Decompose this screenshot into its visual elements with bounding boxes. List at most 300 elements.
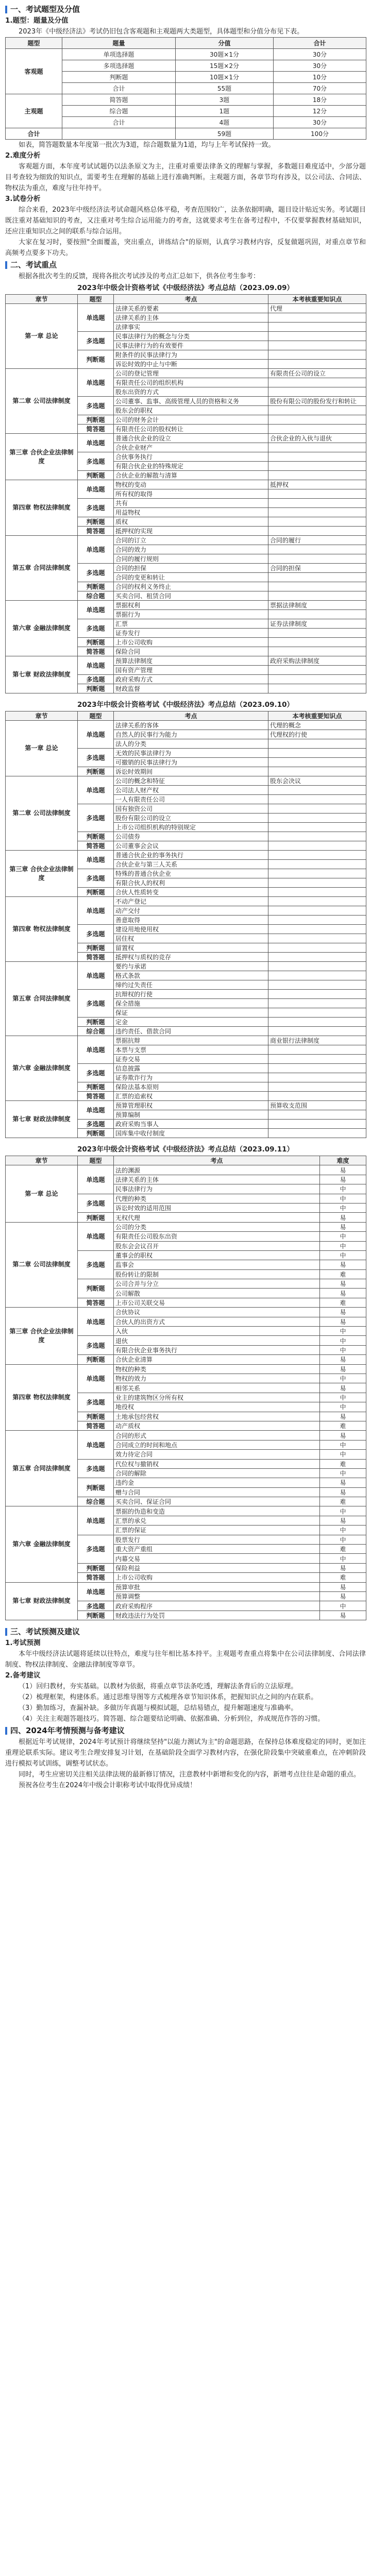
key-point-cell	[268, 341, 366, 350]
question-type-cell: 单选题	[78, 369, 114, 397]
question-type-cell: 单选题	[78, 536, 114, 564]
key-point-cell: 预算收支范围	[268, 1101, 366, 1110]
question-type-cell: 判断题	[78, 582, 114, 591]
paragraph: 同时，考生应密切关注相关法律法规的最新修订情况，注意教材中新增和变化的内容，新增考点往往是命题的重点。	[19, 1771, 361, 1779]
table-row	[6, 601, 366, 610]
exam-point-cell: 民事法律行为的有效要件	[114, 341, 268, 350]
key-point-cell	[268, 545, 366, 554]
exam-point-cell: 附条件的民事法律行为	[114, 350, 268, 360]
key-point-cell	[268, 360, 366, 369]
exam-point-cell: 诉讼时效期间	[114, 767, 268, 776]
exam-point-cell: 股份有限公司的设立	[114, 814, 268, 823]
exam-point-cell: 一人有限责任公司	[114, 795, 268, 804]
exam-point-cell: 合同的履行规则	[114, 554, 268, 564]
exam-point-cell: 董事会的职权	[114, 1250, 320, 1260]
exam-point-cell: 法律关系的客体	[114, 721, 268, 730]
exam-point-cell: 善意取得	[114, 916, 268, 925]
question-type-cell: 综合题	[78, 591, 114, 601]
question-type-cell: 判断题	[78, 638, 114, 647]
exam-point-cell: 代位权与撤销权	[114, 1459, 320, 1468]
exam-point-cell: 有限合伙企业的特殊规定	[114, 462, 268, 471]
question-type-cell: 单选题	[78, 1582, 114, 1601]
column-header: 考点	[114, 295, 268, 304]
question-type-cell: 判断题	[78, 767, 114, 776]
exam-point-cell: 缔约过失责任	[114, 980, 268, 990]
key-point-cell	[268, 1073, 366, 1082]
key-point-cell	[268, 906, 366, 916]
exam-point-cell: 票据的伪造和变造	[114, 1506, 320, 1516]
key-point-cell	[268, 804, 366, 814]
category-cell: 客观题	[6, 49, 62, 94]
key-point-cell: 股份有限公司的股份发行和转让	[268, 397, 366, 406]
question-type-cell: 多选题	[78, 452, 114, 471]
key-point-cell	[268, 1064, 366, 1073]
key-point-cell	[268, 795, 366, 804]
exam-point-cell: 普通合伙企业的事务执行	[114, 851, 268, 860]
question-type-cell: 判断题	[78, 1018, 114, 1027]
question-type-cell: 单选题	[78, 1506, 114, 1535]
key-point-cell: 中	[320, 1535, 366, 1544]
exam-point-cell: 上市公司关联交易	[114, 1298, 320, 1307]
exam-point-cell: 有限合伙人的权利	[114, 878, 268, 888]
subsection-title: 2.难度分析	[5, 151, 41, 160]
chapter-cell: 第五章 合同法律制度	[6, 1431, 78, 1506]
exam-point-cell: 内幕交易	[114, 1554, 320, 1563]
key-point-cell: 有限责任公司的设立	[268, 369, 366, 378]
question-type-cell: 多选题	[78, 1120, 114, 1129]
chapter-cell: 第三章 合伙企业法律制度	[6, 851, 78, 897]
key-point-cell	[268, 443, 366, 452]
column-header: 题型	[78, 295, 114, 304]
exam-point-cell: 合伙人性质转变	[114, 888, 268, 897]
exam-point-cell: 赠与合同	[114, 1487, 320, 1497]
exam-point-cell: 国有独资公司	[114, 804, 268, 814]
count-cell: 3题	[176, 94, 274, 106]
key-point-cell: 代理的概念	[268, 721, 366, 730]
score-cell: 18分	[274, 94, 366, 106]
key-point-cell	[268, 980, 366, 990]
exam-point-cell: 保证	[114, 1008, 268, 1018]
table-header-row	[6, 295, 366, 304]
exam-point-cell: 股票发行	[114, 1535, 320, 1544]
key-point-cell	[268, 350, 366, 360]
chapter-cell: 第六章 金融法律制度	[6, 1036, 78, 1101]
question-type-cell: 判断题	[78, 471, 114, 480]
exam-point-cell: 建设用地使用权	[114, 925, 268, 934]
key-point-cell	[268, 962, 366, 971]
exam-point-cell: 法人的分类	[114, 739, 268, 749]
exam-point-cell: 定金	[114, 1018, 268, 1027]
table-row	[6, 851, 366, 860]
table-row	[6, 897, 366, 906]
question-type-cell: 简答题	[78, 953, 114, 962]
exam-point-cell: 合伙企业财产	[114, 443, 268, 452]
table-row	[6, 128, 366, 140]
key-point-cell	[268, 647, 366, 656]
exam-point-cell: 抵押权与质权的竞存	[114, 953, 268, 962]
question-type-cell: 判断题	[78, 350, 114, 369]
exam-point-cell: 自然人的民事行为能力	[114, 730, 268, 739]
exam-point-cell: 物权的变动	[114, 480, 268, 489]
exam-point-cell: 合同的形式	[114, 1431, 320, 1440]
exam-point-cell: 国库集中收付制度	[114, 1129, 268, 1138]
score-cell: 12分	[274, 106, 366, 117]
key-point-cell	[268, 638, 366, 647]
section-title: 一、考试题型及分值	[5, 3, 366, 15]
title-accent-bar	[5, 6, 7, 13]
exam-point-cell: 合伙企业与第三人关系	[114, 860, 268, 869]
title-accent-bar	[5, 261, 7, 269]
key-point-cell: 中	[320, 1554, 366, 1563]
question-type-cell: 判断题	[78, 1279, 114, 1298]
chapter-cell: 第六章 金融法律制度	[6, 1506, 78, 1582]
score-table	[5, 37, 366, 140]
score-cell: 30分	[274, 117, 366, 128]
count-cell: 30题×1分	[176, 49, 274, 60]
question-type-cell: 单选题	[78, 1431, 114, 1459]
exam-point-cell: 财政违法行为处罚	[114, 1611, 320, 1620]
chapter-cell: 第七章 财政法律制度	[6, 1101, 78, 1138]
key-point-cell	[268, 323, 366, 332]
key-point-cell	[268, 934, 366, 943]
key-point-cell	[268, 1110, 366, 1120]
question-type-cell: 单选题	[78, 656, 114, 675]
question-type-cell: 多选题	[78, 332, 114, 350]
chapter-cell: 第二章 公司法律制度	[6, 776, 78, 851]
exam-point-cell: 法律关系的主体	[114, 1175, 320, 1184]
key-point-cell: 易	[320, 1591, 366, 1601]
chapter-cell: 第四章 物权法律制度	[6, 480, 78, 536]
chapter-cell: 第三章 合伙企业法律制度	[6, 434, 78, 480]
exam-point-cell: 汇票的承兑	[114, 1516, 320, 1525]
exam-point-cell: 证券交易	[114, 1055, 268, 1064]
exam-points-table-0910	[5, 711, 366, 1138]
question-type-cell: 多选题	[78, 925, 114, 943]
question-type-cell: 简答题	[78, 1092, 114, 1101]
key-point-cell	[268, 786, 366, 795]
column-header: 考点	[114, 1156, 320, 1165]
key-point-cell	[268, 943, 366, 953]
chapter-cell: 第四章 物权法律制度	[6, 1364, 78, 1431]
key-point-cell	[268, 489, 366, 499]
column-header: 本考核重要知识点	[268, 711, 366, 721]
table-row	[6, 1431, 366, 1440]
type-cell: 单项选择题	[62, 49, 176, 60]
paragraph: 如表，简答题数量本年度第一批次为3道，综合题数量为1道，均与上年考试保持一致。	[19, 141, 275, 149]
key-point-cell	[268, 1027, 366, 1036]
question-type-cell: 单选题	[78, 851, 114, 869]
exam-point-cell: 合同成立的时间和地点	[114, 1440, 320, 1449]
chapter-cell: 第五章 合同法律制度	[6, 536, 78, 601]
exam-point-cell: 入伙	[114, 1327, 320, 1336]
exam-point-cell: 公司董事、监事、高级管理人员的资格和义务	[114, 397, 268, 406]
question-type-cell: 综合题	[78, 1027, 114, 1036]
key-point-cell	[268, 582, 366, 591]
question-type-cell: 判断题	[78, 517, 114, 527]
key-point-cell: 抵押权	[268, 480, 366, 489]
question-type-cell: 简答题	[78, 1573, 114, 1582]
exam-point-cell: 地役权	[114, 1402, 320, 1412]
question-type-cell: 判断题	[78, 1412, 114, 1421]
question-type-cell: 单选题	[78, 1222, 114, 1250]
chapter-cell: 第四章 物权法律制度	[6, 897, 78, 962]
table-row	[6, 656, 366, 666]
exam-point-cell: 合伙人的出资方式	[114, 1317, 320, 1326]
key-point-cell: 合同的履行	[268, 536, 366, 545]
exam-point-cell: 保全措施	[114, 999, 268, 1008]
question-type-cell: 简答题	[78, 527, 114, 536]
key-point-cell: 易	[320, 1213, 366, 1222]
table-header-row	[6, 711, 366, 721]
question-type-cell: 判断题	[78, 888, 114, 897]
exam-point-cell: 合同的变更和转让	[114, 573, 268, 582]
type-cell	[62, 128, 176, 140]
key-point-cell: 中	[320, 1601, 366, 1611]
exam-point-cell: 民事法律行为	[114, 1184, 320, 1194]
key-point-cell: 合伙企业的入伙与退伙	[268, 434, 366, 443]
subsection-title: 1.题型：题量及分值	[5, 16, 69, 25]
table-row	[6, 369, 366, 378]
exam-point-cell: 票据行为	[114, 610, 268, 619]
table-title: 2023年中级会计资格考试《中级经济法》考点总结（2023.09.10）	[77, 701, 294, 709]
paragraph: 根据各批次考生的反馈，现将各批次考试涉及的考点汇总如下，供各位考生参考：	[19, 273, 260, 280]
key-point-cell: 难	[320, 1545, 366, 1554]
exam-point-cell: 买卖合同、租赁合同	[114, 591, 268, 601]
paragraph: 根据近年考试规律，2024年考试预计将继续坚持"以能力测试为主"的命题思路，在保持总体难度稳定的同时，更加注重理论联系实际。建议考生合理安排复习计划，在基础阶段全面学习教材内容，在强化阶段集中突破重难点，在冲刺阶段进行模拟考试训练，调整考试状态。	[5, 1738, 366, 1768]
exam-point-cell: 公司的分类	[114, 1222, 320, 1231]
key-point-cell	[268, 925, 366, 934]
paragraph: （2）梳理框架，构建体系。通过思维导图等方式梳理各章节知识体系，把握知识点之间的内在联系。	[19, 1693, 318, 1702]
question-type-cell: 判断题	[78, 832, 114, 841]
key-point-cell	[268, 378, 366, 387]
key-point-cell	[268, 1129, 366, 1138]
exam-point-cell: 无权代理	[114, 1213, 320, 1222]
key-point-cell: 中	[320, 1450, 366, 1459]
score-cell: 70分	[274, 83, 366, 94]
title-accent-bar	[5, 1727, 7, 1735]
key-point-cell: 中	[320, 1526, 366, 1535]
column-header: 难度	[320, 1156, 366, 1165]
key-point-cell	[268, 897, 366, 906]
question-type-cell: 简答题	[78, 425, 114, 434]
exam-point-cell: 政府采购程序	[114, 1601, 320, 1611]
type-cell: 简答题	[62, 94, 176, 106]
type-cell: 多项选择题	[62, 60, 176, 72]
score-cell: 10分	[274, 72, 366, 83]
chapter-cell: 第一章 总论	[6, 1165, 78, 1222]
key-point-cell: 中	[320, 1327, 366, 1336]
question-type-cell: 简答题	[78, 1421, 114, 1430]
score-cell: 100分	[274, 128, 366, 140]
key-point-cell	[268, 1092, 366, 1101]
key-point-cell: 难	[320, 1459, 366, 1468]
key-point-cell	[268, 591, 366, 601]
exam-point-cell: 国有资产管理	[114, 666, 268, 675]
key-point-cell	[268, 860, 366, 869]
key-point-cell: 易	[320, 1279, 366, 1289]
key-point-cell: 易	[320, 1431, 366, 1440]
exam-point-cell: 居住权	[114, 934, 268, 943]
exam-point-cell: 不动产登记	[114, 897, 268, 906]
type-cell: 合计	[62, 117, 176, 128]
question-type-cell: 单选题	[78, 721, 114, 749]
key-point-cell	[268, 758, 366, 767]
paragraph: 综合来看，2023年中级经济法考试命题风格总体平稳，考查范围较广，法条依据明确，题目设计贴近实务。考试题目既注重对基础知识的考查，又注重对考生综合运用能力的考查，这就要求考生在备考过程中，不仅要掌握教材基础知识，还应注重知识点之间的联系与综合运用。	[5, 206, 366, 235]
key-point-cell: 易	[320, 1563, 366, 1572]
table-row	[6, 1506, 366, 1516]
question-type-cell: 单选题	[78, 1036, 114, 1064]
question-type-cell: 多选题	[78, 1336, 114, 1355]
exam-points-table-0909	[5, 294, 366, 693]
exam-point-cell: 法律关系的主体	[114, 313, 268, 323]
exam-point-cell: 有限责任公司的组织机构	[114, 378, 268, 387]
exam-point-cell: 共有	[114, 499, 268, 508]
type-cell: 综合题	[62, 106, 176, 117]
key-point-cell: 易	[320, 1222, 366, 1231]
question-type-cell: 多选题	[78, 990, 114, 1018]
type-cell: 合计	[62, 83, 176, 94]
question-type-cell: 多选题	[78, 1064, 114, 1082]
chapter-cell: 第三章 合伙企业法律制度	[6, 1308, 78, 1364]
table-row	[6, 776, 366, 786]
key-point-cell: 中	[320, 1393, 366, 1402]
paragraph: 大家在复习时，要按照"全面覆盖，突出重点，讲练结合"的原则，认真学习教材内容，反复做题巩固，对重点章节和高频考点要多下功夫。	[5, 239, 366, 257]
question-type-cell: 多选题	[78, 804, 114, 832]
key-point-cell	[268, 878, 366, 888]
key-point-cell: 中	[320, 1184, 366, 1194]
table-header-row	[6, 1156, 366, 1165]
question-type-cell: 多选题	[78, 1194, 114, 1213]
chapter-cell: 第五章 合同法律制度	[6, 962, 78, 1036]
question-type-cell: 单选题	[78, 1165, 114, 1194]
paragraph: （1）回归教材，夯实基础。以教材为依据，将重点章节法条吃透，理解法条背后的立法原理。	[19, 1683, 298, 1691]
exam-point-cell: 有限责任公司的股权转让	[114, 425, 268, 434]
key-point-cell	[268, 462, 366, 471]
exam-point-cell: 法律关系的要素	[114, 304, 268, 313]
key-point-cell: 易	[320, 1582, 366, 1591]
key-point-cell: 中	[320, 1232, 366, 1241]
exam-point-cell: 政府采购方式	[114, 675, 268, 684]
exam-point-cell: 公司董事会会议	[114, 841, 268, 851]
exam-point-cell: 相邻关系	[114, 1383, 320, 1393]
key-point-cell: 中	[320, 1374, 366, 1383]
question-type-cell: 单选题	[78, 962, 114, 990]
exam-point-cell: 格式条款	[114, 971, 268, 980]
exam-point-cell: 保险合同	[114, 647, 268, 656]
question-type-cell: 多选题	[78, 675, 114, 684]
title-accent-bar	[5, 1628, 7, 1636]
key-point-cell: 难	[320, 1269, 366, 1279]
column-header: 题型	[6, 38, 62, 49]
key-point-cell: 中	[320, 1468, 366, 1478]
question-type-cell: 多选题	[78, 564, 114, 582]
key-point-cell: 代理	[268, 304, 366, 313]
question-type-cell: 多选题	[78, 1250, 114, 1279]
column-header: 题型	[78, 711, 114, 721]
question-type-cell: 判断题	[78, 1563, 114, 1572]
question-type-cell: 多选题	[78, 1459, 114, 1478]
count-cell: 10题×1分	[176, 72, 274, 83]
exam-point-cell: 业主的建筑物区分所有权	[114, 1393, 320, 1402]
question-type-cell: 多选题	[78, 619, 114, 638]
key-point-cell: 股东会决议	[268, 776, 366, 786]
key-point-cell	[268, 499, 366, 508]
exam-point-cell: 违约金	[114, 1478, 320, 1487]
exam-point-cell: 上市公司收购	[114, 1573, 320, 1582]
exam-point-cell: 普通合伙企业的设立	[114, 434, 268, 443]
exam-point-cell: 抗辩权的行使	[114, 990, 268, 999]
exam-point-cell: 预算管理职权	[114, 1101, 268, 1110]
exam-point-cell: 证券发行	[114, 629, 268, 638]
table-title: 2023年中级会计资格考试《中级经济法》考点总结（2023.09.11）	[77, 1145, 294, 1154]
key-point-cell	[268, 814, 366, 823]
key-point-cell: 证券法律制度	[268, 619, 366, 629]
key-point-cell	[268, 666, 366, 675]
key-point-cell	[268, 823, 366, 832]
question-type-cell: 判断题	[78, 1129, 114, 1138]
exam-point-cell: 预算审批	[114, 1582, 320, 1591]
exam-point-cell: 公司债券	[114, 832, 268, 841]
category-cell: 主观题	[6, 94, 62, 128]
exam-point-cell: 汇票的保证	[114, 1526, 320, 1535]
key-point-cell: 中	[320, 1241, 366, 1250]
table-row	[6, 94, 366, 106]
count-cell: 15题×2分	[176, 60, 274, 72]
question-type-cell: 判断题	[78, 415, 114, 425]
exam-point-cell: 合伙企业的解散与清算	[114, 471, 268, 480]
key-point-cell: 易	[320, 1289, 366, 1298]
exam-point-cell: 公司解散	[114, 1289, 320, 1298]
exam-point-cell: 合同的效力	[114, 545, 268, 554]
key-point-cell	[268, 452, 366, 462]
key-point-cell	[268, 610, 366, 619]
column-header: 本考核重要知识点	[268, 295, 366, 304]
exam-point-cell: 抵押权的实现	[114, 527, 268, 536]
count-cell: 55题	[176, 83, 274, 94]
exam-point-cell: 可撤销的民事法律行为	[114, 758, 268, 767]
key-point-cell	[268, 999, 366, 1008]
key-point-cell	[268, 332, 366, 341]
key-point-cell	[268, 990, 366, 999]
section-title: 四、2024年考情预测与备考建议	[5, 1724, 366, 1737]
question-type-cell: 简答题	[78, 647, 114, 656]
question-type-cell: 多选题	[78, 1535, 114, 1563]
exam-point-cell: 所有权的取得	[114, 489, 268, 499]
exam-point-cell: 动产交付	[114, 906, 268, 916]
key-point-cell: 易	[320, 1355, 366, 1364]
key-point-cell	[268, 1008, 366, 1018]
exam-point-cell: 合同的订立	[114, 536, 268, 545]
key-point-cell: 中	[320, 1345, 366, 1354]
table-row	[6, 1582, 366, 1591]
key-point-cell: 中	[320, 1440, 366, 1449]
chapter-cell: 第二章 公司法律制度	[6, 1222, 78, 1308]
exam-point-cell: 买卖合同、保证合同	[114, 1497, 320, 1506]
key-point-cell	[268, 425, 366, 434]
exam-point-cell: 质权	[114, 517, 268, 527]
paragraph: 客观题方面，本年度考试试题仍以法条原文为主，注重对重要法律条文的理解与掌握，多数题目难度适中，少部分题目考查较为细致的知识点，需要考生在理解的基础上进行准确判断。主观题方面，各章节均有涉及，以公司法、合同法、物权法为重点，难度与往年持平。	[5, 163, 366, 192]
exam-point-cell: 合同的解除	[114, 1468, 320, 1478]
exam-point-cell: 汇票	[114, 619, 268, 629]
key-point-cell	[268, 684, 366, 693]
key-point-cell: 中	[320, 1402, 366, 1412]
key-point-cell: 易	[320, 1317, 366, 1326]
key-point-cell	[268, 1120, 366, 1129]
question-type-cell: 多选题	[78, 1393, 114, 1412]
key-point-cell	[268, 841, 366, 851]
exam-point-cell: 重大资产重组	[114, 1545, 320, 1554]
paragraph: （4）关注主观题答题技巧。简答题、综合题要结论明确、依据准确、分析到位，养成规范作答的习惯。	[19, 1715, 325, 1723]
